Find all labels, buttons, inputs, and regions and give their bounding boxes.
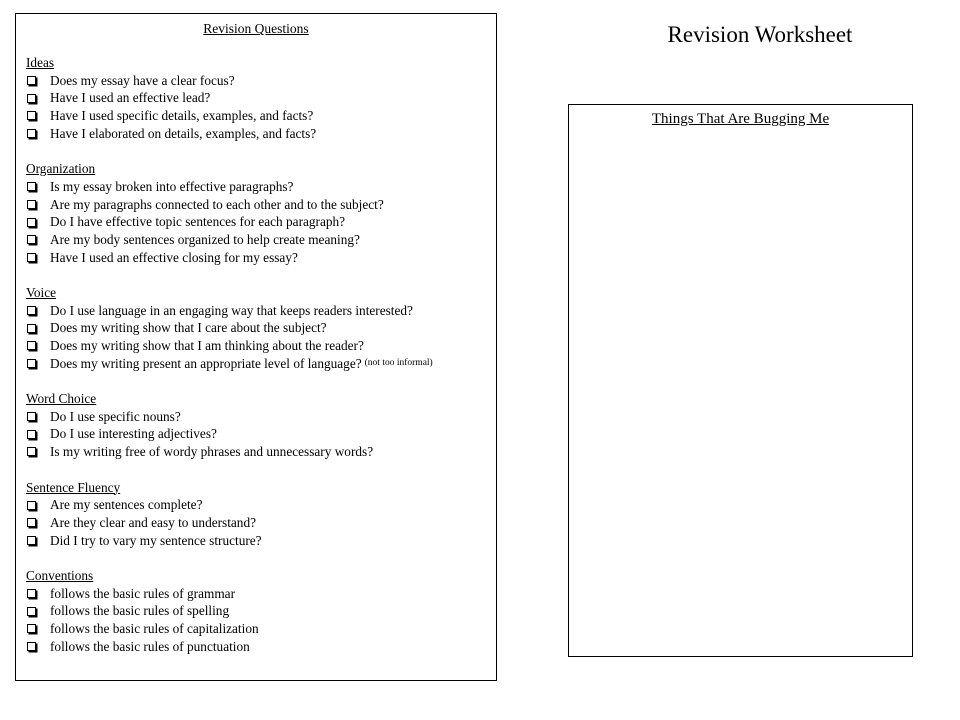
checklist-item-text: Does my essay have a clear focus? [50,72,235,88]
question-section [26,284,490,372]
question-section [26,390,490,461]
checkbox-icon [27,341,36,350]
checkbox-icon [27,218,36,227]
checklist-item-text: Do I use specific nouns? [50,408,181,424]
checkbox-icon [27,129,36,138]
checkbox-icon [27,94,36,103]
checkbox-icon [27,306,36,315]
section-heading: Voice [26,284,57,300]
checkbox-icon [27,447,36,456]
checklist-item-text: Does my writing show that I care about the subject? [50,320,327,336]
checklist-item-text: Have I used an effective lead? [50,90,211,106]
question-sections [26,54,490,673]
checklist-item [26,425,490,443]
checklist-item-text: Are my sentences complete? [50,497,203,513]
checkbox-icon [27,589,36,598]
checklist-item [26,302,490,320]
checklist-item [26,125,490,143]
checklist-item [26,89,490,107]
section-heading: Conventions [26,567,94,583]
checklist-item-text: Have I used an effective closing for my essay? [50,249,298,265]
checklist-item-text: Have I used specific details, examples, and facts? [50,108,314,124]
things-bugging-me-title: Things That Are Bugging Me [651,111,830,127]
checklist-item [26,231,490,249]
checkbox-icon [27,200,36,209]
checklist-item [26,496,490,514]
checkbox-icon [27,607,36,616]
checklist-item-text: follows the basic rules of spelling [50,603,230,619]
checklist-item-text: follows the basic rules of punctuation [50,638,250,654]
checklist-item-text: Do I use interesting adjectives? [50,426,217,442]
checklist-item [26,514,490,532]
checklist-item [26,443,490,461]
checklist-item-text: follows the basic rules of grammar [50,585,235,601]
checkbox-icon [27,624,36,633]
section-heading: Organization [26,161,96,177]
question-section [26,54,490,142]
checkbox-icon [27,111,36,120]
checkbox-icon [27,359,36,368]
checklist-item [26,249,490,267]
checklist-item [26,107,490,125]
checklist-item [26,178,490,196]
things-bugging-me-panel [568,104,913,657]
checkbox-icon [27,501,36,510]
checklist-item [26,196,490,214]
revision-questions-panel [15,13,497,681]
checklist-item [26,337,490,355]
section-heading: Word Choice [26,391,97,407]
checklist-item [26,319,490,337]
checklist-item [26,585,490,603]
checklist-item [26,638,490,656]
section-heading: Ideas [26,55,55,70]
checklist-item-text: Did I try to vary my sentence structure? [50,532,262,548]
question-section [26,479,490,550]
checkbox-icon [27,235,36,244]
question-section [26,567,490,655]
checkbox-icon [27,518,36,527]
checkbox-icon [27,412,36,421]
checklist-item-text: Are my body sentences organized to help create meaning? [50,231,360,247]
checkbox-icon [27,253,36,262]
checklist-item-text: follows the basic rules of capitalization [50,621,259,636]
checklist-item [26,213,490,231]
checklist-item [26,408,490,426]
checklist-item-text: Are they clear and easy to understand? [50,514,257,530]
page-title: Revision Worksheet [667,22,853,47]
checklist-item-text: Is my writing free of wordy phrases and unnecessary words? [50,444,374,460]
revision-questions-title: Revision Questions [203,21,309,36]
checkbox-icon [27,76,36,85]
checklist-item-text: Are my paragraphs connected to each other and to the subject? [50,196,384,212]
checklist-item [26,620,490,638]
checkbox-icon [27,536,36,545]
checklist-item-text: Is my essay broken into effective paragraphs? [50,178,294,194]
checkbox-icon [27,182,36,191]
checklist-item-text: Do I have effective topic sentences for each paragraph? [50,214,346,230]
checklist-item [26,355,490,373]
section-heading: Sentence Fluency [26,479,121,495]
checklist-item-text: Have I elaborated on details, examples, and facts? [50,125,317,141]
checklist-item [26,72,490,90]
checklist-item [26,602,490,620]
checklist-item-note: (not too informal) [364,357,433,368]
checkbox-icon [27,430,36,439]
question-section [26,160,490,266]
checkbox-icon [27,324,36,333]
checklist-item [26,532,490,550]
checkbox-icon [27,642,36,651]
checklist-item-text: Does my writing present an appropriate level of language? [50,355,362,371]
checklist-item-text: Do I use language in an engaging way that keeps readers interested? [50,302,413,318]
checklist-item-text: Does my writing show that I am thinking about the reader? [50,338,364,353]
